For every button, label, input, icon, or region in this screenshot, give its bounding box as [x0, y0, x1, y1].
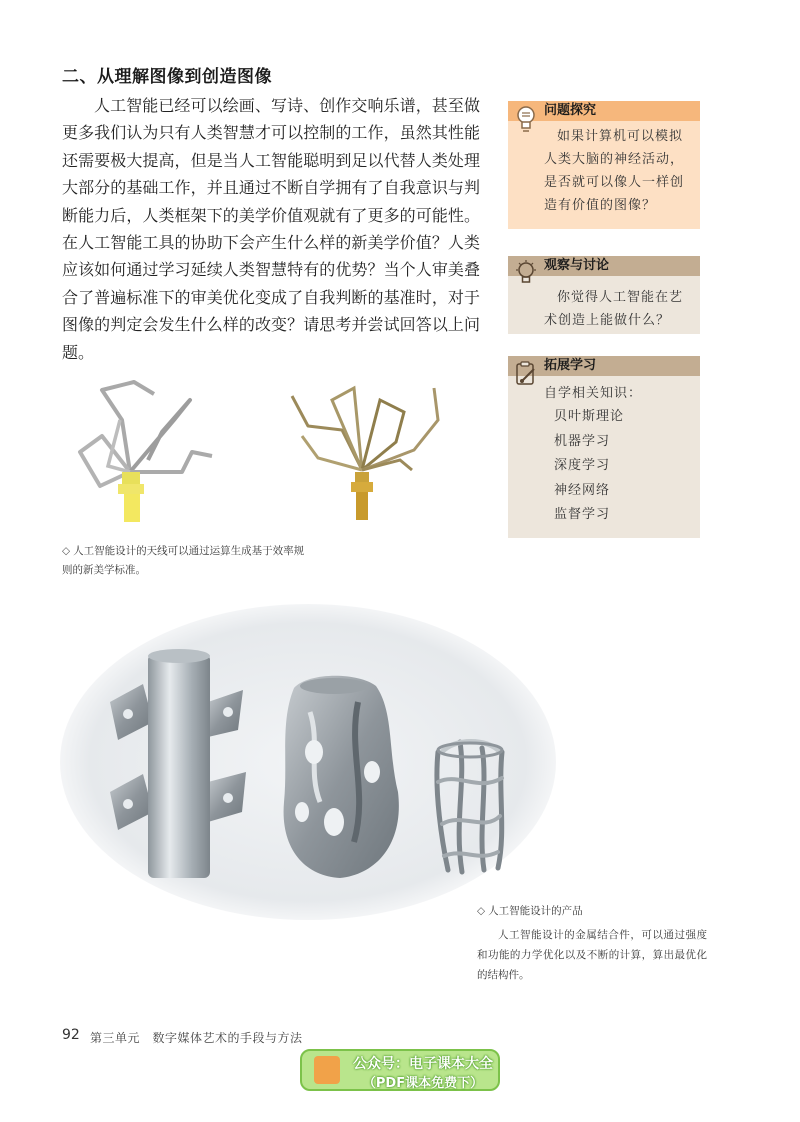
watermark-line-1: 公众号：电子课本大全: [353, 1056, 493, 1072]
products-caption-desc: 人工智能设计的金属结合件，可以通过强度和功能的力学优化以及不断的计算，算出最优化的结构件。: [477, 929, 707, 981]
products-caption: [477, 903, 707, 985]
metal-parts-figure: [58, 602, 558, 922]
antenna-figure: [62, 360, 482, 530]
extension-topic: 深度学习: [554, 458, 611, 473]
discussion-box-text: 你觉得人工智能在艺术创造上能做什么？: [544, 290, 684, 328]
lightbulb-icon: [514, 105, 538, 133]
antenna-caption: [62, 542, 312, 580]
discussion-box: [508, 256, 700, 334]
watermark-badge: [300, 1049, 500, 1091]
extension-box: [508, 356, 700, 538]
clipboard-brush-icon: [514, 360, 538, 388]
inquiry-box: [508, 101, 700, 229]
optimized-bracket: [284, 676, 399, 878]
products-caption-title: [477, 903, 707, 920]
page-number: 92: [62, 1027, 80, 1043]
discussion-box-title: 观察与讨论: [544, 258, 610, 273]
extension-topic: 神经网络: [554, 482, 611, 498]
unit-title: 第三单元 数字媒体艺术的手段与方法: [90, 1031, 303, 1045]
extension-box-header: [508, 356, 700, 376]
main-paragraph: 人工智能已经可以绘画、写诗、创作交响乐谱，甚至做更多我们认为只有人类智慧才可以控制的工作，虽然其性能还需要极大提高，但是当人工智能聪明到足以代替人类处理大部分的基础工作，并且通过不断自学拥有了自我意识与判断能力后，人类框架下的美学价值观就有了更多的可能性。在人工智能工具的协助下会产生什么样的新美学价值？人类应该如何通过学习延续人类智慧特有的优势？当个人审美叠合了普遍标准下的审美优化变成了自我判断的基准时，对于图像的判定会发生什么样的改变？请思考并尝试回答以上问题。: [62, 96, 480, 362]
discussion-box-header: [508, 256, 700, 276]
lightbulb-icon: [514, 260, 538, 288]
book-logo-icon: [314, 1056, 340, 1084]
extension-box-title: 拓展学习: [544, 358, 597, 373]
extension-topic: 机器学习: [554, 433, 611, 449]
antenna-1: [80, 382, 212, 522]
inquiry-box-header: [508, 101, 700, 121]
watermark-line-2: （PDF课本免费下）: [362, 1076, 484, 1091]
extension-box-body: [508, 376, 700, 536]
extension-topic: 贝叶斯理论: [554, 409, 625, 424]
inquiry-box-title: 问题探究: [544, 103, 597, 118]
extension-topic: 监督学习: [554, 507, 611, 522]
caption-marker: ◇: [62, 545, 71, 557]
antenna-caption-text: 人工智能设计的天线可以通过运算生成基于效率规则的新美学标准。: [62, 545, 305, 576]
section-title: 二、从理解图像到创造图像: [62, 67, 272, 87]
products-caption-title-text: 人工智能设计的产品: [488, 905, 583, 917]
extension-topic-list: [544, 405, 692, 528]
extension-intro: 自学相关知识：: [544, 386, 643, 401]
caption-marker: ◇: [477, 905, 486, 917]
inquiry-box-text: 如果计算机可以模拟人类大脑的神经活动，是否就可以像人一样创造有价值的图像？: [544, 129, 685, 213]
antenna-2: [292, 388, 438, 520]
